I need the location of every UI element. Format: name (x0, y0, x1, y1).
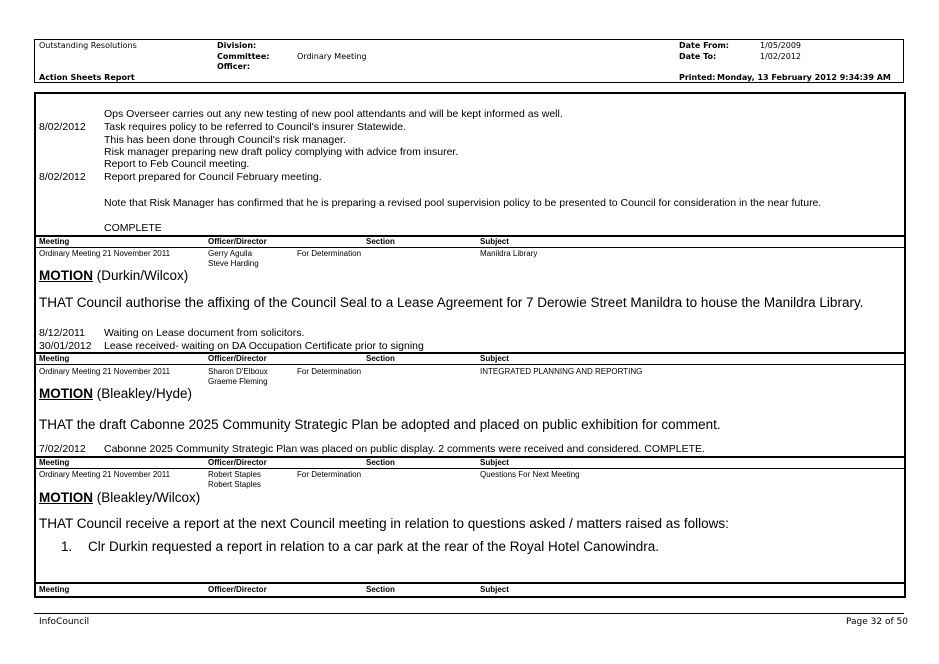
row-divider (34, 582, 906, 584)
column-header-subject: Subject (480, 458, 509, 467)
column-header-meeting: Meeting (39, 354, 70, 363)
footer-divider (34, 613, 904, 614)
printed-label: Printed: (679, 73, 716, 82)
note-text: Note that Risk Manager has confirmed that he is preparing a revised pool supervision policy to be presented to Council for consideration in the near future. (104, 197, 822, 209)
note-text: COMPLETE (104, 222, 162, 234)
list-item-text: Clr Durkin requested a report in relation to a car park at the rear of the Royal Hotel Canowindra. (88, 539, 660, 554)
motion-movers: (Bleakley/Wilcox) (96, 490, 201, 505)
row-divider (34, 247, 906, 248)
page-number: Page 32 of 50 (846, 617, 908, 627)
officer-cell: Gerry Aguila (208, 249, 253, 258)
committee-value: Ordinary Meeting (297, 52, 367, 61)
column-header-section: Section (366, 585, 395, 594)
section-cell: For Determination (297, 470, 362, 479)
director-cell: Robert Staples (208, 480, 261, 489)
column-header-subject: Subject (480, 354, 509, 363)
row-divider (34, 364, 906, 365)
column-header-meeting: Meeting (39, 237, 70, 246)
motion-label: MOTION (39, 386, 93, 401)
subject-cell: Manildra Library (480, 249, 538, 258)
column-header-section: Section (366, 354, 395, 363)
note-date: 7/02/2012 (39, 443, 86, 455)
officer-cell: Robert Staples (208, 470, 261, 479)
officer-label: Officer: (217, 62, 251, 71)
row-divider (34, 456, 906, 458)
motion-movers: (Bleakley/Hyde) (96, 386, 193, 401)
column-header-officer: Officer/Director (208, 458, 267, 467)
division-label: Division: (217, 41, 257, 50)
meeting-cell: Ordinary Meeting 21 November 2011 (39, 367, 171, 376)
column-header-section: Section (366, 458, 395, 467)
note-date: 8/02/2012 (39, 171, 86, 183)
motion-label: MOTION (39, 490, 93, 505)
note-date: 30/01/2012 (39, 340, 92, 352)
note-text: Task requires policy to be referred to Council's insurer Statewide. (104, 121, 406, 133)
motion-label: MOTION (39, 268, 93, 283)
note-text: Lease received- waiting on DA Occupation Certificate prior to signing (104, 340, 424, 352)
note-text: Risk manager preparing new draft policy complying with advice from insurer. (104, 146, 459, 158)
section-cell: For Determination (297, 367, 362, 376)
list-number: 1. (61, 539, 73, 554)
motion-movers: (Durkin/Wilcox) (96, 268, 189, 283)
committee-label: Committee: (217, 52, 270, 61)
motion-heading (39, 268, 188, 283)
officer-cell: Sharon D'Elboux (208, 367, 268, 376)
subject-cell: INTEGRATED PLANNING AND REPORTING (480, 367, 643, 376)
column-header-officer: Officer/Director (208, 585, 267, 594)
motion-heading (39, 490, 200, 505)
director-cell: Steve Harding (208, 259, 259, 268)
note-text: Cabonne 2025 Community Strategic Plan was placed on public display. 2 comments were received and considered. COMPLETE. (104, 443, 705, 455)
date-to-label: Date To: (679, 52, 717, 61)
column-header-meeting: Meeting (39, 458, 70, 467)
date-from-label: Date From: (679, 41, 730, 50)
footer-brand: InfoCouncil (39, 617, 90, 627)
motion-heading (39, 386, 192, 401)
subject-cell: Questions For Next Meeting (480, 470, 580, 479)
date-from-value: 1/05/2009 (760, 41, 802, 50)
note-text: Report to Feb Council meeting. (104, 158, 250, 170)
column-header-subject: Subject (480, 585, 509, 594)
column-header-meeting: Meeting (39, 585, 70, 594)
date-to-value: 1/02/2012 (760, 52, 802, 61)
row-divider (34, 352, 906, 354)
row-divider (34, 235, 906, 237)
note-text: This has been done through Council's risk manager. (104, 134, 346, 146)
report-title: Outstanding Resolutions (39, 41, 137, 50)
meeting-cell: Ordinary Meeting 21 November 2011 (39, 470, 171, 479)
note-text: Ops Overseer carries out any new testing of new pool attendants and will be kept informed as well. (104, 108, 563, 120)
row-divider (34, 468, 906, 469)
printed-value: Monday, 13 February 2012 9:34:39 AM (717, 73, 891, 82)
column-header-officer: Officer/Director (208, 354, 267, 363)
column-header-section: Section (366, 237, 395, 246)
column-header-subject: Subject (480, 237, 509, 246)
note-text: Waiting on Lease document from solicitors. (104, 327, 305, 339)
column-header-officer: Officer/Director (208, 237, 267, 246)
meeting-cell: Ordinary Meeting 21 November 2011 (39, 249, 171, 258)
note-date: 8/02/2012 (39, 121, 86, 133)
note-text: Report prepared for Council February meeting. (104, 171, 322, 183)
note-date: 8/12/2011 (39, 327, 85, 339)
report-subtitle: Action Sheets Report (39, 73, 135, 82)
director-cell: Graeme Fleming (208, 377, 268, 386)
section-cell: For Determination (297, 249, 362, 258)
resolution-text: THAT Council authorise the affixing of the Council Seal to a Lease Agreement for 7 Derowie Street Manildra to house the Manildra Library. (39, 295, 864, 310)
resolution-text: THAT the draft Cabonne 2025 Community Strategic Plan be adopted and placed on public exhibition for comment. (39, 417, 721, 432)
resolution-text: THAT Council receive a report at the next Council meeting in relation to questions asked / matters raised as follows: (39, 516, 729, 531)
